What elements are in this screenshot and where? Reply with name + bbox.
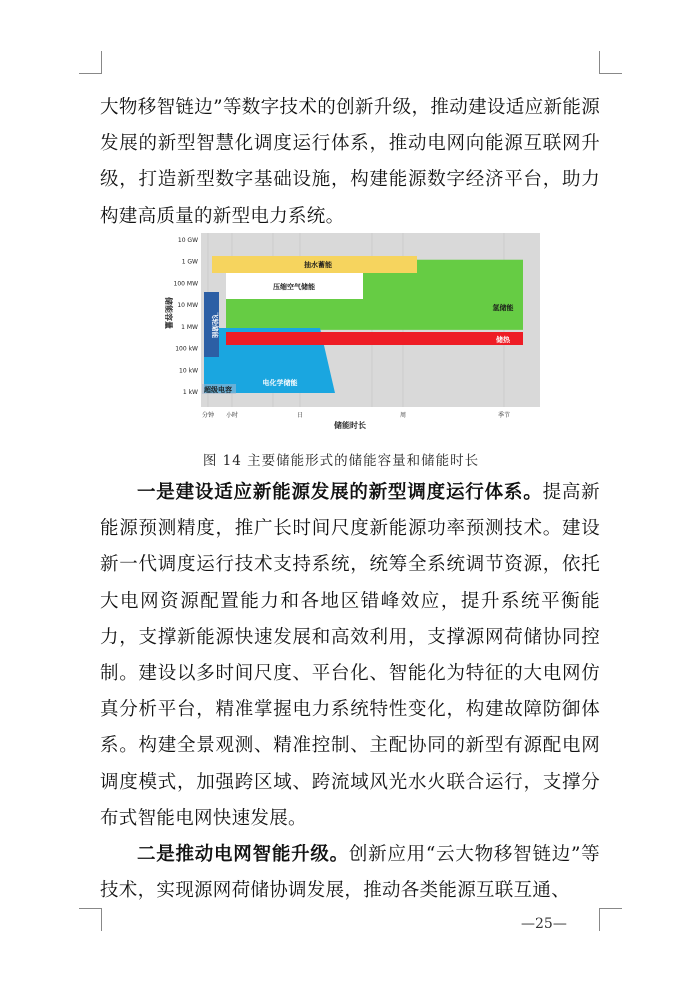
series-supercapacitor-label: 超级电容 [204, 386, 232, 394]
x-tick-label-2: 日 [296, 412, 304, 419]
paragraph-dispatch-text: 提高新能源预测精度，推广长时间尺度新能源功率预测技术。建设新一代调度运行技术支持系统，统筹全系统调节资源，依托大电网资源配置能力和各地区错峰效应，提升系统平衡能力，支撑新能源快速发展和高效利用，支撑源网荷储协同控制。建设以多时间尺度、平台化、智能化为特征的大电网仿真分析平台，精准掌握电力系统特性变化，构建故障防御体系。构建全景观测、精准控制、主配协同的新型有源配电网调度模式，加强跨区域、跨流域风光水火联合运行，支撑分布式智能电网快速发展。 [100, 482, 600, 829]
y-tick-label-7: 1 kW [182, 389, 198, 396]
figure-caption: 图 14 主要储能形式的储能容量和储能时长 [202, 453, 480, 469]
x-tick-label-3: 周 [399, 412, 407, 419]
paragraph-dispatch-heading: 一是建设适应新能源发展的新型调度运行体系。 [137, 482, 543, 503]
chart-y-axis-title: 储能容量 [164, 297, 173, 329]
series-thermal-bar [226, 332, 523, 345]
series-pumped-hydro-label: 抽水蓄能 [304, 261, 332, 269]
crop-mark-top-right [599, 51, 622, 74]
paragraph-intro-text: 大物移智链边”等数字技术的创新升级，推动建设适应新能源发展的新型智慧化调度运行体系，推动电网向能源互联网升级，打造新型数字基础设施，构建能源数字经济平台，助力构建高质量的新型电力系统。 [100, 97, 600, 227]
paragraph-grid-upgrade-text: 创新应用“云大物移智链边”等技术，实现源网荷储协调发展，推动各类能源互联互通、 [100, 844, 600, 902]
series-compressed-air-label: 压缩空气储能 [273, 283, 315, 291]
y-tick-label-6: 10 kW [179, 367, 198, 375]
y-tick-label-1: 1 GW [181, 258, 198, 266]
paragraph-grid-upgrade-heading: 二是推动电网智能升级。 [137, 844, 349, 866]
crop-mark-bottom-left [79, 908, 102, 931]
x-tick-label-4: 季节 [497, 412, 511, 419]
y-tick-label-3: 10 MW [177, 302, 198, 310]
series-electrochemical-label: 电化学储能 [262, 379, 298, 387]
energy-storage-chart [160, 233, 540, 438]
chart-x-axis-title: 储能时长 [334, 421, 366, 430]
paragraph-dispatch [100, 475, 600, 837]
y-tick-label-5: 100 kW [175, 345, 198, 353]
y-tick-label-0: 10 GW [177, 237, 198, 244]
series-hydrogen-label: 氢储能 [492, 304, 514, 313]
page-number: —25— [521, 916, 567, 932]
series-thermal-label: 储热 [496, 336, 510, 344]
x-tick-label-0: 分钟 [201, 412, 215, 419]
y-tick-label-2: 100 MW [173, 280, 198, 288]
paragraph-intro [100, 90, 600, 235]
paragraph-grid-upgrade [100, 837, 600, 909]
crop-mark-bottom-right [599, 908, 622, 931]
x-tick-label-1: 小时 [225, 412, 239, 419]
series-flywheel-label: 飞轮储能 [211, 312, 219, 338]
crop-mark-top-left [79, 51, 102, 74]
section-body [100, 475, 600, 909]
y-tick-label-4: 1 MW [181, 323, 198, 331]
